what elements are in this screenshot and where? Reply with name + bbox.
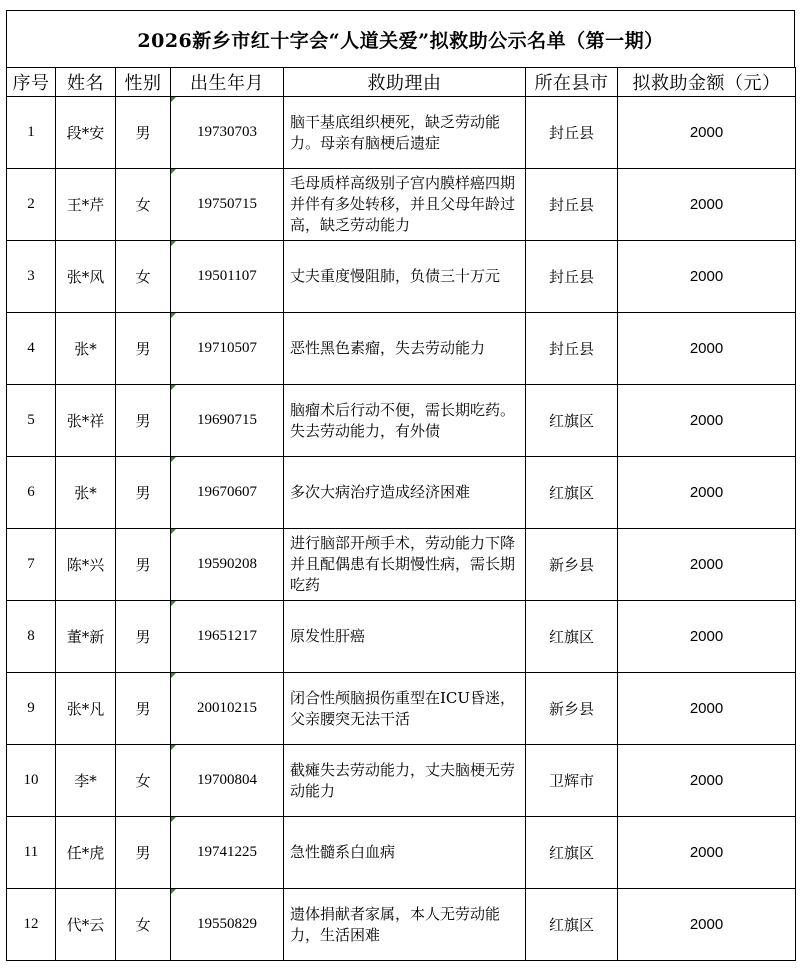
header-index: 序号: [7, 68, 56, 97]
row-amount: 2000: [618, 601, 796, 673]
row-county: 封丘县: [526, 313, 618, 385]
row-reason: 急性髓系白血病: [284, 817, 526, 889]
row-reason: 恶性黑色素瘤，失去劳动能力: [284, 313, 526, 385]
row-index: 7: [7, 529, 56, 601]
row-birth: 19651217: [171, 601, 284, 673]
header-reason: 救助理由: [284, 68, 526, 97]
row-amount: 2000: [618, 313, 796, 385]
row-gender: 女: [116, 889, 171, 961]
row-amount: 2000: [618, 529, 796, 601]
row-county: 新乡县: [526, 673, 618, 745]
row-name: 段*安: [56, 97, 116, 169]
row-name: 张*风: [56, 241, 116, 313]
row-index: 9: [7, 673, 56, 745]
table-header-row: [7, 68, 796, 97]
row-birth: 19730703: [171, 97, 284, 169]
row-gender: 男: [116, 817, 171, 889]
row-gender: 男: [116, 529, 171, 601]
header-name: 姓名: [56, 68, 116, 97]
row-birth: 19501107: [171, 241, 284, 313]
header-amount: 拟救助金额（元）: [618, 68, 796, 97]
row-reason: 毛母质样高级别子宫内膜样癌四期并伴有多处转移，并且父母年龄过高，缺乏劳动能力: [284, 169, 526, 241]
row-name: 代*云: [56, 889, 116, 961]
row-amount: 2000: [618, 385, 796, 457]
row-reason: 截瘫失去劳动能力，丈夫脑梗无劳动能力: [284, 745, 526, 817]
table-row: [7, 97, 796, 169]
table-row: [7, 529, 796, 601]
row-birth: 19750715: [171, 169, 284, 241]
table-row: [7, 313, 796, 385]
table-row: [7, 457, 796, 529]
row-amount: 2000: [618, 673, 796, 745]
row-gender: 男: [116, 457, 171, 529]
row-gender: 男: [116, 601, 171, 673]
row-reason: 脑瘤术后行动不便，需长期吃药。失去劳动能力，有外债: [284, 385, 526, 457]
row-amount: 2000: [618, 169, 796, 241]
row-birth: 19741225: [171, 817, 284, 889]
table-row: [7, 601, 796, 673]
table-row: [7, 889, 796, 961]
row-index: 5: [7, 385, 56, 457]
row-gender: 女: [116, 169, 171, 241]
row-county: 红旗区: [526, 817, 618, 889]
table-row: [7, 169, 796, 241]
row-name: 张*: [56, 457, 116, 529]
row-index: 3: [7, 241, 56, 313]
row-reason: 进行脑部开颅手术，劳动能力下降并且配偶患有长期慢性病，需长期吃药: [284, 529, 526, 601]
row-county: 红旗区: [526, 601, 618, 673]
row-index: 1: [7, 97, 56, 169]
table-row: [7, 745, 796, 817]
row-name: 任*虎: [56, 817, 116, 889]
row-county: 红旗区: [526, 457, 618, 529]
header-birth: 出生年月: [171, 68, 284, 97]
row-county: 封丘县: [526, 169, 618, 241]
relief-list-sheet: [6, 10, 795, 961]
row-amount: 2000: [618, 745, 796, 817]
row-name: 王*芹: [56, 169, 116, 241]
table-row: [7, 673, 796, 745]
row-name: 陈*兴: [56, 529, 116, 601]
row-reason: 原发性肝癌: [284, 601, 526, 673]
row-birth: 19590208: [171, 529, 284, 601]
row-birth: 19670607: [171, 457, 284, 529]
table-row: [7, 241, 796, 313]
row-amount: 2000: [618, 817, 796, 889]
row-county: 封丘县: [526, 241, 618, 313]
row-birth: 19710507: [171, 313, 284, 385]
table-row: [7, 817, 796, 889]
row-index: 11: [7, 817, 56, 889]
header-county: 所在县市: [526, 68, 618, 97]
row-index: 6: [7, 457, 56, 529]
row-gender: 男: [116, 313, 171, 385]
row-index: 4: [7, 313, 56, 385]
row-birth: 19550829: [171, 889, 284, 961]
row-name: 张*祥: [56, 385, 116, 457]
row-birth: 19690715: [171, 385, 284, 457]
row-county: 红旗区: [526, 385, 618, 457]
row-name: 李*: [56, 745, 116, 817]
document-title: 2026新乡市红十字会“人道关爱”拟救助公示名单（第一期）: [6, 10, 795, 67]
row-gender: 男: [116, 97, 171, 169]
row-amount: 2000: [618, 457, 796, 529]
row-index: 12: [7, 889, 56, 961]
row-reason: 脑干基底组织梗死，缺乏劳动能力。母亲有脑梗后遗症: [284, 97, 526, 169]
row-name: 张*: [56, 313, 116, 385]
header-gender: 性别: [116, 68, 171, 97]
row-county: 红旗区: [526, 889, 618, 961]
row-amount: 2000: [618, 889, 796, 961]
row-name: 董*新: [56, 601, 116, 673]
row-gender: 女: [116, 241, 171, 313]
row-gender: 男: [116, 673, 171, 745]
row-county: 卫辉市: [526, 745, 618, 817]
row-name: 张*凡: [56, 673, 116, 745]
row-gender: 男: [116, 385, 171, 457]
row-gender: 女: [116, 745, 171, 817]
row-amount: 2000: [618, 241, 796, 313]
table-row: [7, 385, 796, 457]
row-reason: 遗体捐献者家属，本人无劳动能力，生活困难: [284, 889, 526, 961]
row-reason: 丈夫重度慢阻肺，负债三十万元: [284, 241, 526, 313]
row-county: 封丘县: [526, 97, 618, 169]
row-county: 新乡县: [526, 529, 618, 601]
relief-table: [6, 67, 796, 961]
row-index: 10: [7, 745, 56, 817]
row-birth: 19700804: [171, 745, 284, 817]
row-reason: 闭合性颅脑损伤重型在ICU昏迷，父亲腰突无法干活: [284, 673, 526, 745]
row-amount: 2000: [618, 97, 796, 169]
row-birth: 20010215: [171, 673, 284, 745]
row-index: 8: [7, 601, 56, 673]
row-reason: 多次大病治疗造成经济困难: [284, 457, 526, 529]
row-index: 2: [7, 169, 56, 241]
